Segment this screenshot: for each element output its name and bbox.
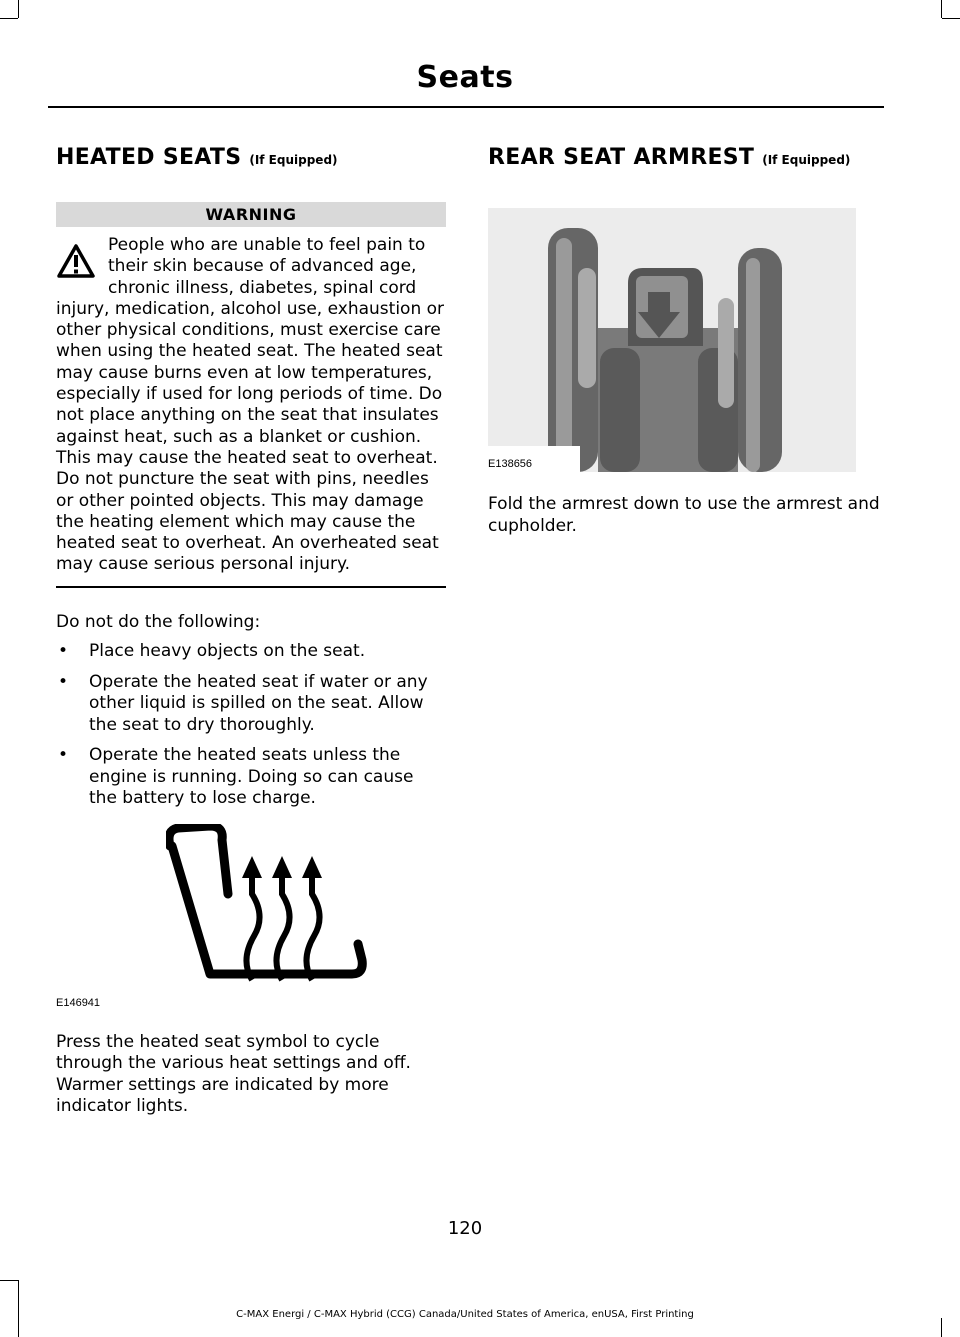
figure-code: E138656 — [488, 458, 533, 470]
crop-mark — [0, 18, 18, 19]
do-not-list — [56, 641, 446, 810]
warning-text: People who are unable to feel pain to their skin because of advanced age, chronic illness, diabetes, spinal cord injury, medication, alcohol use, exhaustion or other physical conditions, must exercise care when using the heated seat. The heated seat may cause burns even at low temperatures, especially if used for long periods of time. Do not place anything on the seat that insulates against heat, such as a blanket or cushion. This may cause the heated seat to overheat. Do not puncture the seat with pins, needles or other pointed objects. This may damage the heating element which may cause the heated seat to overheat. An overheated seat may cause serious personal injury. — [56, 235, 445, 575]
footer-text: C-MAX Energi / C-MAX Hybrid (CCG) Canada/United States of America, enUSA, First Printing — [236, 1309, 694, 1320]
crop-mark — [941, 0, 942, 18]
warning-divider — [56, 586, 446, 588]
heated-seats-section — [56, 145, 446, 1118]
figure-code: E146941 — [56, 996, 101, 1009]
armrest-instructions: Fold the armrest down to use the armrest and cupholder. — [488, 494, 880, 536]
warning-label: WARNING — [56, 202, 446, 227]
heated-seats-heading-text: HEATED SEATS — [56, 145, 242, 170]
heated-seats-heading-note: (If Equipped) — [249, 153, 338, 167]
crop-mark — [18, 0, 19, 18]
list-item-text: Operate the heated seat if water or any other liquid is spilled on the seat. Allow the seat to dry thoroughly. — [89, 671, 428, 735]
crop-mark — [941, 1318, 942, 1337]
rear-armrest-heading-note: (If Equipped) — [762, 153, 851, 167]
list-item: • Operate the heated seats unless the engine is running. Doing so can cause the battery to lose charge. — [58, 745, 414, 809]
heated-seat-instructions: Press the heated seat symbol to cycle through the various heat settings and off. Warmer settings are indicated by more indicator lights. — [56, 1031, 411, 1117]
list-item-text: Operate the heated seats unless the engine is running. Doing so can cause the battery to lose charge. — [89, 745, 414, 809]
list-item-text: Place heavy objects on the seat. — [89, 641, 366, 662]
crop-mark — [942, 18, 960, 19]
rear-armrest-heading — [488, 145, 886, 170]
rear-armrest-figure — [488, 208, 886, 472]
heated-seats-heading — [56, 145, 446, 170]
heated-seat-figure — [56, 824, 446, 1014]
warning-triangle-icon — [56, 243, 96, 279]
rear-armrest-section — [488, 145, 886, 537]
list-item: • Operate the heated seat if water or any other liquid is spilled on the seat. Allow the seat to dry thoroughly. — [58, 671, 428, 735]
title-divider — [48, 106, 884, 108]
list-item: • Place heavy objects on the seat. — [58, 641, 366, 662]
rear-armrest-heading-text: REAR SEAT ARMREST — [488, 145, 755, 170]
intro-text: Do not do the following: — [56, 611, 261, 632]
page-number: 120 — [447, 1218, 483, 1239]
crop-mark — [0, 1280, 18, 1281]
heated-seat-icon — [166, 824, 386, 1004]
page-title: Seats — [416, 60, 514, 95]
rear-armrest-illustration — [488, 208, 856, 472]
warning-box — [56, 235, 446, 588]
